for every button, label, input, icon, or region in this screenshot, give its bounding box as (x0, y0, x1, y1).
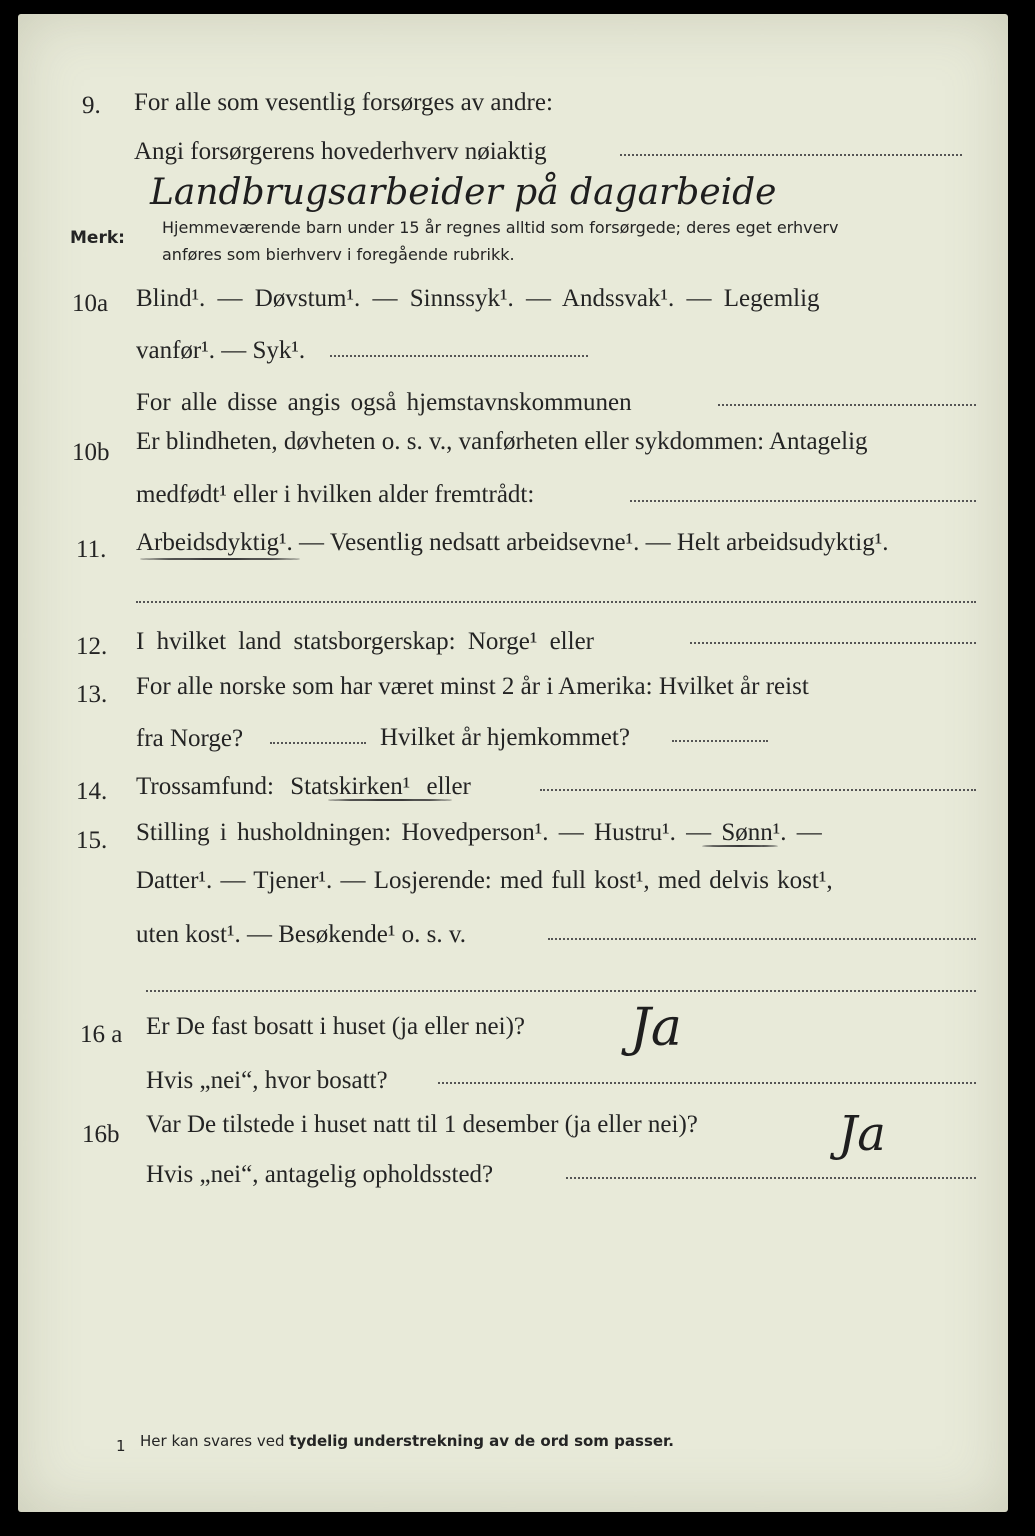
handwritten-underline-arbeidsdyktig (140, 558, 300, 560)
q9-line1: For alle som vesentlig forsørges av andre: (134, 89, 553, 116)
q14-line1: Trossamfund: Statskirken¹ eller (136, 773, 471, 800)
footnote-text (140, 1432, 674, 1450)
question-number-16a: 16 a (80, 1021, 123, 1048)
question-number-12: 12. (76, 633, 108, 660)
answer-dotted-line (438, 1082, 976, 1084)
question-number-11: 11. (76, 536, 107, 563)
answer-dotted-line (548, 938, 976, 940)
q13-line2b: Hvilket år hjemkommet? (380, 724, 630, 751)
question-number-15: 15. (76, 827, 108, 854)
q13-line1: For alle norske som har været minst 2 år i Amerika: Hvilket år reist (136, 673, 809, 700)
q15-line1: Stilling i husholdningen: Hovedperson¹. — Hustru¹. — Sønn¹. — (136, 819, 822, 846)
q16a-line1: Er De fast bosatt i huset (ja eller nei)? (146, 1013, 526, 1040)
answer-dotted-line (630, 500, 976, 502)
answer-dotted-line (270, 742, 366, 744)
q10b-line1: Er blindheten, døvheten o. s. v., vanførheten eller sykdommen: Antagelig (136, 428, 868, 455)
merk-line2: anføres som bierhverv i foregående rubrikk. (162, 245, 515, 264)
q15-line3: uten kost¹. — Besøkende¹ o. s. v. (136, 921, 467, 948)
question-number-10a: 10a (72, 290, 109, 317)
answer-dotted-line (566, 1177, 976, 1179)
handwritten-underline-statskirken (328, 799, 452, 801)
question-number-13: 13. (76, 681, 108, 708)
answer-dotted-line (718, 404, 976, 406)
q13-line2a: fra Norge? (136, 725, 244, 752)
answer-dotted-line (620, 154, 962, 156)
footnote-text-a: Her kan svares ved (140, 1432, 285, 1450)
answer-dotted-line (330, 355, 588, 357)
question-number-9: 9. (82, 92, 101, 119)
q10a-line3: For alle disse angis også hjemstavnskommunen (136, 389, 632, 416)
q15-line2: Datter¹. — Tjener¹. — Losjerende: med full kost¹, med delvis kost¹, (136, 867, 833, 894)
q16b-handwritten-answer: Ja (838, 1106, 886, 1162)
q10a-line2: vanfør¹. — Syk¹. (136, 337, 306, 364)
footnote-mark: 1 (116, 1437, 126, 1455)
q16a-line2: Hvis „nei“, hvor bosatt? (146, 1067, 388, 1094)
question-number-10b: 10b (72, 439, 110, 466)
answer-dotted-line (690, 642, 976, 644)
q10a-line1: Blind¹. — Døvstum¹. — Sinnssyk¹. — Andssvak¹. — Legemlig (136, 285, 820, 312)
q9-line2: Angi forsørgerens hovederhverv nøiaktig (134, 138, 547, 165)
answer-dotted-line (146, 990, 976, 992)
q11-line1: Arbeidsdyktig¹. — Vesentlig nedsatt arbeidsevne¹. — Helt arbeidsudyktig¹. (136, 529, 889, 556)
answer-dotted-line (672, 740, 768, 742)
footnote-text-b: tydelig understrekning av de ord som passer. (289, 1432, 675, 1450)
merk-label: Merk: (70, 228, 125, 248)
q16a-handwritten-answer: Ja (630, 998, 682, 1058)
answer-dotted-line (136, 601, 976, 603)
answer-dotted-line (540, 789, 976, 791)
question-number-16b: 16b (82, 1121, 120, 1148)
census-form-page (18, 14, 1008, 1512)
q12-line1: I hvilket land statsborgerskap: Norge¹ eller (136, 628, 594, 655)
handwritten-underline-hustru (702, 845, 778, 847)
q9-handwritten-answer: Landbrugsarbeider på dagarbeide (150, 172, 777, 213)
merk-line1: Hjemmeværende barn under 15 år regnes alltid som forsørgede; deres eget erhverv (162, 218, 839, 237)
q10b-line2: medfødt¹ eller i hvilken alder fremtrådt: (136, 481, 535, 508)
q16b-line2: Hvis „nei“, antagelig opholdssted? (146, 1161, 494, 1188)
q16b-line1: Var De tilstede i huset natt til 1 desember (ja eller nei)? (146, 1111, 698, 1138)
question-number-14: 14. (76, 778, 108, 805)
